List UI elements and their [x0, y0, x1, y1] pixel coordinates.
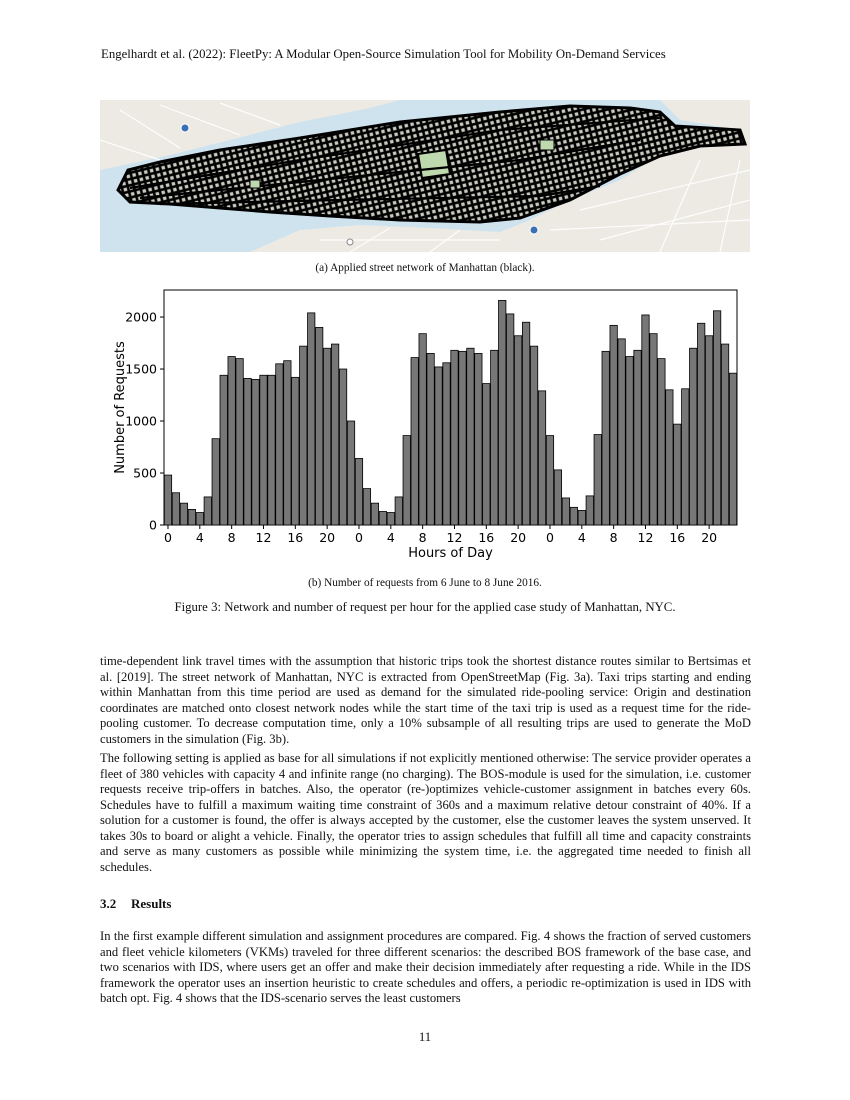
x-tick-label: 8 — [418, 530, 427, 545]
bar — [228, 357, 235, 525]
x-tick-label: 20 — [701, 530, 718, 545]
x-tick-label: 20 — [319, 530, 336, 545]
bar — [554, 470, 561, 525]
bar — [427, 353, 434, 525]
bar — [626, 357, 633, 525]
figure-caption: Figure 3: Network and number of request per hour for the applied case study of Manhattan, NYC. — [174, 600, 676, 614]
y-axis-label: Number of Requests — [113, 341, 128, 474]
x-tick-label: 12 — [255, 530, 272, 545]
x-tick-label: 0 — [355, 530, 363, 545]
bar — [180, 503, 187, 525]
central-park — [418, 150, 450, 178]
bar — [268, 375, 275, 525]
x-tick-label: 8 — [609, 530, 618, 545]
bar — [419, 334, 426, 525]
bar — [188, 509, 195, 525]
bar — [355, 458, 362, 525]
chart-caption: (b) Number of requests from 6 June to 8 June 2016. — [308, 577, 542, 589]
bar — [729, 373, 736, 525]
section-title: Results — [131, 896, 172, 911]
x-tick-label: 4 — [386, 530, 395, 545]
y-tick-label: 1000 — [125, 413, 157, 429]
bar — [164, 475, 171, 525]
x-tick-label: 4 — [195, 530, 204, 545]
bar — [538, 391, 545, 525]
bar — [602, 351, 609, 525]
bar — [451, 350, 458, 525]
bar — [379, 511, 386, 525]
bar — [371, 503, 378, 525]
y-tick-label: 2000 — [125, 309, 157, 325]
bar — [594, 435, 601, 525]
bar — [578, 510, 585, 525]
bar — [244, 378, 251, 525]
bar — [658, 359, 665, 525]
bar — [705, 336, 712, 525]
bar — [698, 323, 705, 525]
bar — [411, 358, 418, 525]
bar — [435, 367, 442, 525]
bar — [713, 311, 720, 525]
bar — [403, 436, 410, 525]
paragraph: In the first example different simulation and assignment procedures are compared. Fig. 4 shows the fraction of served customers and fleet vehicle kilometers (VKMs) traveled for three different scenarios: the described BOS framework of the base case, and two scenarios with IDS, where users get an offer and make their decision immediately after requesting a ride. While in the IDS framework the operator uses an insertion heuristic to create schedules and offers, a periodic re-optimization is used in IDS with batch opt. Fig. 4 shows that the IDS-scenario serves the least customers — [100, 929, 751, 1005]
bar — [562, 498, 569, 525]
manhattan-street-network-map — [100, 100, 750, 252]
x-tick-label: 20 — [510, 530, 527, 545]
bar — [220, 375, 227, 525]
requests-bar-chart — [100, 284, 760, 579]
running-head: Engelhardt et al. (2022): FleetPy: A Modular Open-Source Simulation Tool for Mobility On-Demand Services — [101, 47, 666, 61]
x-tick-label: 4 — [577, 530, 586, 545]
bar — [323, 348, 330, 525]
x-tick-label: 16 — [478, 530, 495, 545]
section-heading — [100, 896, 171, 912]
bar — [522, 322, 529, 525]
bar — [276, 364, 283, 525]
paragraph: time-dependent link travel times with the assumption that historic trips took the shortest distance routes similar to Bertsimas et al. [2019]. The street network of Manhattan, NYC is extracted from OpenStreetMap (Fig. 3a). Taxi trips starting and ending within Manhattan from this time period are used as demand for the simulated ride-pooling service: Origin and destination coordinates are matched onto closest network nodes while the start time of the taxi trip is used as a request time for the ride-pooling customer. To decrease computation time, only a 10% subsample of all resulting trips are used to generate the MoD customers in the simulation (Fig. 3b). — [100, 654, 751, 746]
bar — [634, 350, 641, 525]
highway-shield-icon — [347, 239, 353, 245]
x-tick-label: 12 — [446, 530, 463, 545]
paragraph: The following setting is applied as base for all simulations if not explicitly mentioned otherwise: The service provider operates a fleet of 380 vehicles with capacity 4 and infinite range (no charging). The BOS-module is used for the simulation, i.e. customer requests receive trip-offers in batches. Also, the operator (re-)optimizes vehicle-customer assignment in batches every 60s. Schedules have to fulfill a maximum waiting time constraint of 360s and a maximum relative detour constraint of 40%. If a solution for a customer is found, the offer is always accepted by the customer, else the customer leaves the system unserved. It takes 30s to board or alight a vehicle. Finally, the operator tries to assign schedules that fulfill all time and capacity constraints and serve as many customers as possible while minimizing the system time, i.e. the aggregated time needed to finish all schedules. — [100, 751, 751, 874]
bar — [331, 344, 338, 525]
x-tick-label: 16 — [669, 530, 686, 545]
map-caption: (a) Applied street network of Manhattan (black). — [315, 262, 535, 274]
bar — [586, 496, 593, 525]
bar — [212, 439, 219, 525]
section-number: 3.2 — [100, 896, 117, 911]
bar — [300, 346, 307, 525]
bar — [499, 300, 506, 525]
bar — [292, 377, 299, 525]
y-tick-label: 1500 — [125, 361, 157, 377]
bar — [483, 384, 490, 525]
bar — [650, 334, 657, 525]
page-number: 11 — [418, 1030, 432, 1044]
x-axis-label: Hours of Day — [408, 546, 493, 561]
bar — [546, 436, 553, 525]
bar — [530, 346, 537, 525]
bar — [459, 351, 466, 525]
bar — [443, 363, 450, 525]
bar — [260, 375, 267, 525]
bar — [308, 313, 315, 525]
bar — [618, 339, 625, 525]
highway-shield-icon — [181, 124, 189, 132]
x-tick-label: 16 — [287, 530, 304, 545]
y-tick-label: 0 — [149, 517, 157, 533]
bar — [475, 353, 482, 525]
bar — [514, 336, 521, 525]
bar — [721, 344, 728, 525]
bar — [491, 350, 498, 525]
bar — [570, 507, 577, 525]
bar — [682, 389, 689, 525]
bar — [467, 348, 474, 525]
bar — [172, 493, 179, 525]
x-tick-label: 0 — [546, 530, 554, 545]
bar — [316, 327, 323, 525]
bar — [395, 497, 402, 525]
bar — [610, 325, 617, 525]
x-tick-label: 0 — [164, 530, 172, 545]
highway-shield-icon — [530, 226, 538, 234]
bar — [236, 359, 243, 525]
bar — [252, 379, 259, 525]
bar — [674, 424, 681, 525]
bar — [196, 513, 203, 525]
bar — [387, 513, 394, 525]
bar — [363, 489, 370, 525]
x-tick-label: 12 — [637, 530, 654, 545]
bar — [284, 361, 291, 525]
bar — [690, 348, 697, 525]
x-tick-label: 8 — [227, 530, 236, 545]
bar — [347, 421, 354, 525]
bar — [507, 314, 514, 525]
bar — [642, 315, 649, 525]
bar — [666, 390, 673, 525]
bar — [339, 369, 346, 525]
bar — [204, 497, 211, 525]
y-tick-label: 500 — [133, 465, 157, 481]
